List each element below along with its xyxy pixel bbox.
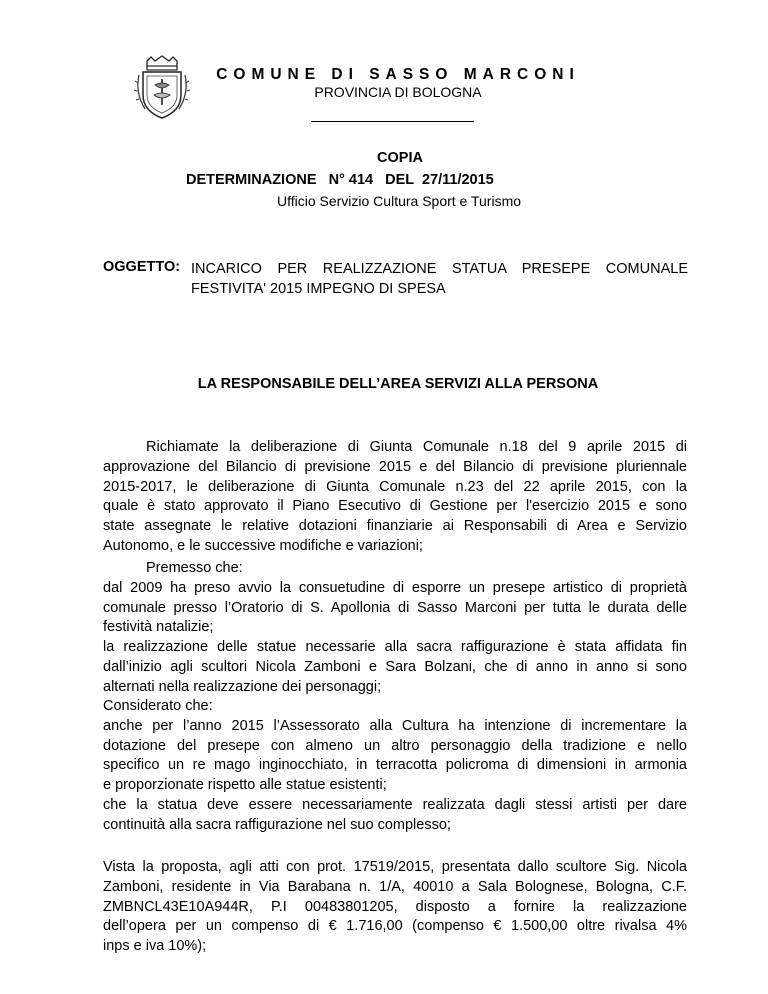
paragraph-line: continuità alla sacra raffigurazione nel suo complesso; <box>103 816 451 833</box>
paragraph-line: che la statua deve essere necessariamente realizzata dagli stessi artisti per dare <box>103 796 687 813</box>
paragraph-line: dotazione del presepe con almeno un altro personaggio della tradizione e nello <box>103 737 687 754</box>
paragraph-line: alternati nella realizzazione dei personaggi; <box>103 678 382 695</box>
determination-number: DETERMINAZIONE N° 414 DEL 27/11/2015 <box>186 172 494 188</box>
paragraph-line: ZMBNCL43E10A944R, P.I 00483801205, disposto a fornire la realizzazione <box>103 898 687 915</box>
subject-label: OGGETTO: <box>103 259 181 275</box>
paragraph-line: Considerato che: <box>103 698 213 714</box>
paragraph-line: anche per l’anno 2015 l’Assessorato alla Cultura ha intenzione di incrementare la <box>103 717 687 734</box>
paragraph-line: inps e iva 10%); <box>103 938 207 955</box>
paragraph-line: festività natalizie; <box>103 619 214 636</box>
paragraph-line: Zamboni, residente in Via Barabana n. 1/A, 40010 a Sala Bolognese, Bologna, C.F. <box>103 878 687 895</box>
paragraph-premesso <box>103 559 687 698</box>
paragraph-line: Vista la proposta, agli atti con prot. 17519/2015, presentata dallo scultore Sig. Nicola <box>103 859 687 875</box>
subject-line: INCARICO PER REALIZZAZIONE STATUA PRESEPE COMUNALE <box>191 261 688 277</box>
paragraph-richiamate <box>103 438 687 557</box>
paragraph-considerato <box>103 697 687 836</box>
subject-text <box>191 259 688 299</box>
paragraph-line: specifico un re mago inginocchiato, in terracotta policroma di dimensioni in armonia <box>103 757 687 774</box>
copy-label: COPIA <box>377 150 423 166</box>
paragraph-line: comunale presso l’Oratorio di S. Apollonia di Sasso Marconi per tutta le durata delle <box>103 599 687 616</box>
section-title: LA RESPONSABILE DELL’AREA SERVIZI ALLA PERSONA <box>197 376 599 392</box>
header-divider <box>311 121 474 122</box>
town-name: COMUNE DI SASSO MARCONI <box>216 66 580 83</box>
paragraph-line: Premesso che: <box>146 560 243 576</box>
paragraph-line: Autonomo, e le successive modifiche e variazioni; <box>103 537 423 554</box>
paragraph-line: state assegnate le relative dotazioni finanziarie ai Responsabili di Area e Servizio <box>103 518 687 535</box>
paragraph-line: dall’inizio agli scultori Nicola Zamboni e Sara Bolzani, che di anno in anno si sono <box>103 658 687 675</box>
office-name: Ufficio Servizio Cultura Sport e Turismo <box>276 193 522 209</box>
paragraph-line: Richiamate la deliberazione di Giunta Comunale n.18 del 9 aprile 2015 di <box>146 439 687 455</box>
paragraph-line: e proporzionate rispetto alle statue esistenti; <box>103 777 387 794</box>
paragraph-line: quale è stato approvato il Piano Esecutivo di Gestione per l'esercizio 2015 e sono <box>103 498 687 515</box>
paragraph-line: la realizzazione delle statue necessarie alla sacra raffigurazione è stata affidata fin <box>103 639 687 656</box>
province-name: PROVINCIA DI BOLOGNA <box>314 84 482 100</box>
paragraph-vista <box>103 858 687 957</box>
subject-line: FESTIVITA' 2015 IMPEGNO DI SPESA <box>191 281 446 297</box>
paragraph-line: 2015-2017, le deliberazione di Giunta Comunale n.23 del 22 aprile 2015, con la <box>103 478 687 495</box>
paragraph-line: dell’opera per un compenso di € 1.716,00 (compenso € 1.500,00 oltre rivalsa 4% <box>103 918 687 935</box>
paragraph-line: dal 2009 ha preso avvio la consuetudine di esporre un presepe artistico di proprietà <box>103 579 687 596</box>
paragraph-line: approvazione del Bilancio di previsione 2015 e del Bilancio di previsione pluriennale <box>103 458 687 475</box>
